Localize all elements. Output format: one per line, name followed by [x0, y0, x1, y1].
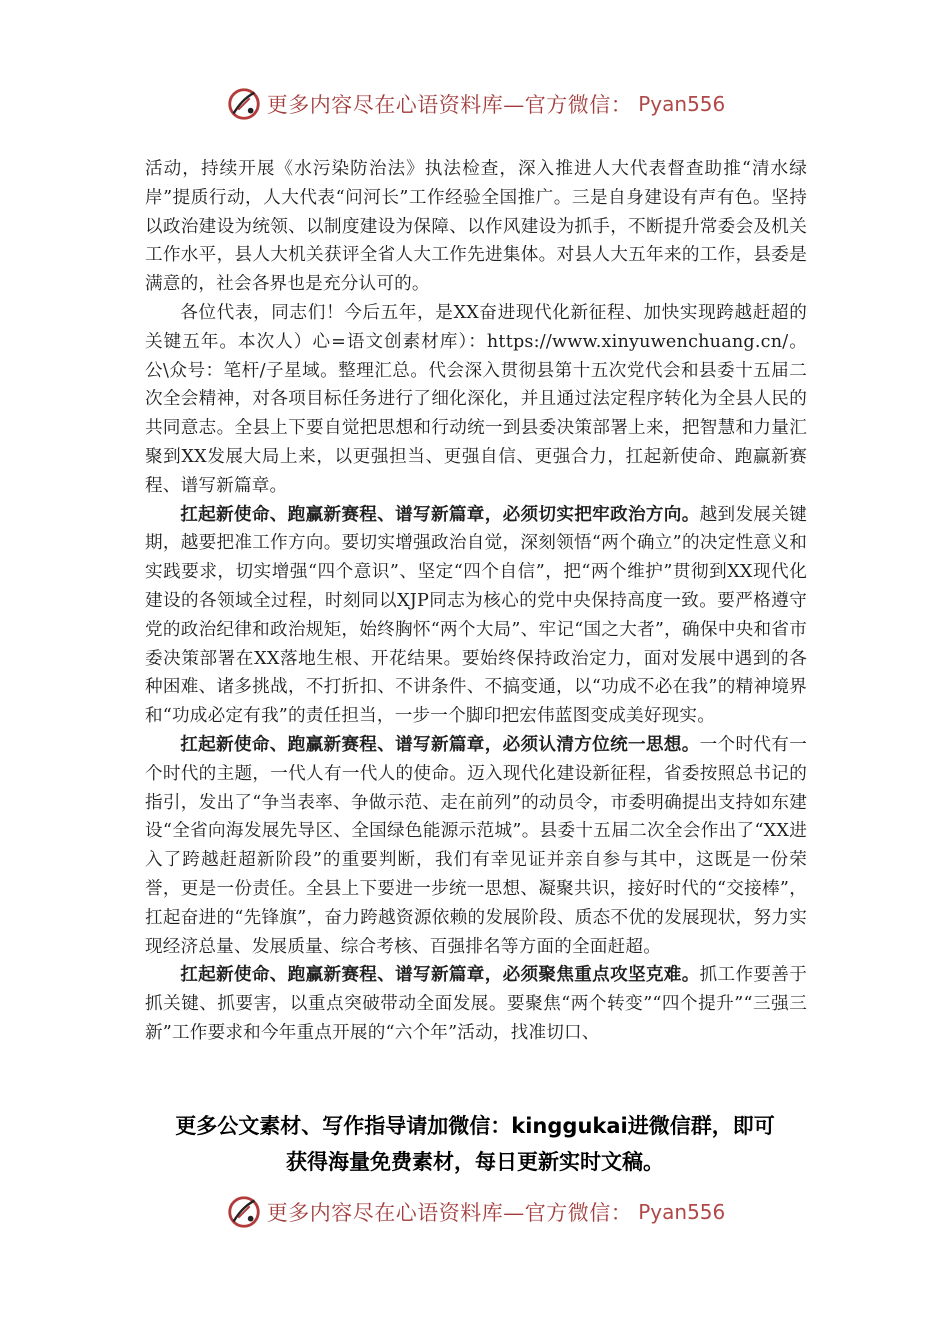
- watermark-text: 更多内容尽在心语资料库—官方微信：: [266, 93, 633, 117]
- paragraph-1-text: 活动，持续开展《水污染防治法》执法检查，深入推进人大代表督查助推“清水绿岸”提质行动，人大代表“问河长”工作经验全国推广。三是自身建设有声有色。坚持以政治建设为统领、以制度建设为保障、以作风建设为抓手，不断提升常委会及机关工作水平，县人大机关获评全省人大工作先进集体。对县人大五年来的工作，县委是满意的，社会各界也是充分认可的。: [145, 159, 807, 295]
- logo-icon: [225, 1193, 263, 1231]
- watermark-text: 更多内容尽在心语资料库—官方微信：: [266, 1201, 633, 1225]
- paragraph-5: [145, 961, 807, 1047]
- paragraph-4-text: 一个时代有一个时代的主题，一代人有一代人的使命。迈入现代化建设新征程，省委按照总书记的指引，发出了“争当表率、争做示范、走在前列”的动员令，市委明确提出支持如东建设“全省向海发展先导区、全国绿色能源示范城”。县委十五届二次全会作出了“XX进入了跨越赶超新阶段”的重要判断，我们有幸见证并亲自参与其中，这既是一份荣誉，更是一份责任。全县上下要进一步统一思想、凝聚共识，接好时代的“交接棒”，扛起奋进的“先锋旗”，奋力跨越资源依赖的发展阶段、质态不优的发展现状，努力实现经济总量、发展质量、综合考核、百强排名等方面的全面赶超。: [145, 734, 807, 957]
- paragraph-5-text: 抓工作要善于抓关键、抓要害，以重点突破带动全面发展。要聚焦“两个转变”“四个提升”“三强三新”工作要求和今年重点开展的“六个年”活动，找准切口、: [145, 965, 807, 1043]
- footer-watermark: [0, 1192, 950, 1232]
- watermark-wechat-id: Pyan556: [638, 92, 726, 116]
- promo-line-2: 获得海量免费素材，每日更新实时文稿。: [286, 1150, 664, 1174]
- paragraph-3: [145, 501, 807, 731]
- paragraph-4: [145, 731, 807, 961]
- paragraph-3-lead: 扛起新使命、跑赢新赛程、谱写新篇章，必须切实把牢政治方向。: [180, 503, 700, 525]
- promo-banner: [0, 1108, 950, 1180]
- paragraph-1: [145, 155, 807, 299]
- header-watermark: [0, 84, 950, 124]
- paragraph-3-text: 越到发展关键期，越要把准工作方向。要切实增强政治自觉，深刻领悟“两个确立”的决定性意义和实践要求，切实增强“四个意识”、坚定“四个自信”，把“两个维护”贯彻到XX现代化建设的各领域全过程，时刻同以XJP同志为核心的党中央保持高度一致。要严格遵守党的政治纪律和政治规矩，始终胸怀“两个大局”、牢记“国之大者”，确保中央和省市委决策部署在XX落地生根、开花结果。要始终保持政治定力，面对发展中遇到的各种困难、诸多挑战，不打折扣、不讲条件、不搞变通，以“功成不必在我”的精神境界和“功成必定有我”的责任担当，一步一个脚印把宏伟蓝图变成美好现实。: [145, 504, 807, 727]
- document-body: [145, 155, 807, 1048]
- paragraph-2: [145, 299, 807, 501]
- watermark-wechat-id: Pyan556: [638, 1200, 726, 1224]
- promo-line-1: 更多公文素材、写作指导请加微信：kinggukai进微信群，即可: [175, 1114, 775, 1138]
- paragraph-5-lead: 扛起新使命、跑赢新赛程、谱写新篇章，必须聚焦重点攻坚克难。: [180, 964, 700, 986]
- paragraph-2-text: 各位代表，同志们！今后五年，是XX奋进现代化新征程、加快实现跨越赶超的关键五年。本次人）心=语文创素材库）：https://www.xinyuwenchuang.cn/。公\众号：笔杆/子星域。整理汇总。代会深入贯彻县第十五次党代会和县委十五届二次全会精神，对各项目标任务进行了细化深化，并且通过法定程序转化为全县人民的共同意志。全县上下要自觉把思想和行动统一到县委决策部署上来，把智慧和力量汇聚到XX发展大局上来，以更强担当、更强自信、更强合力，扛起新使命、跑赢新赛程、谱写新篇章。: [145, 302, 807, 496]
- paragraph-4-lead: 扛起新使命、跑赢新赛程、谱写新篇章，必须认清方位统一思想。: [180, 733, 700, 755]
- logo-icon: [225, 85, 263, 123]
